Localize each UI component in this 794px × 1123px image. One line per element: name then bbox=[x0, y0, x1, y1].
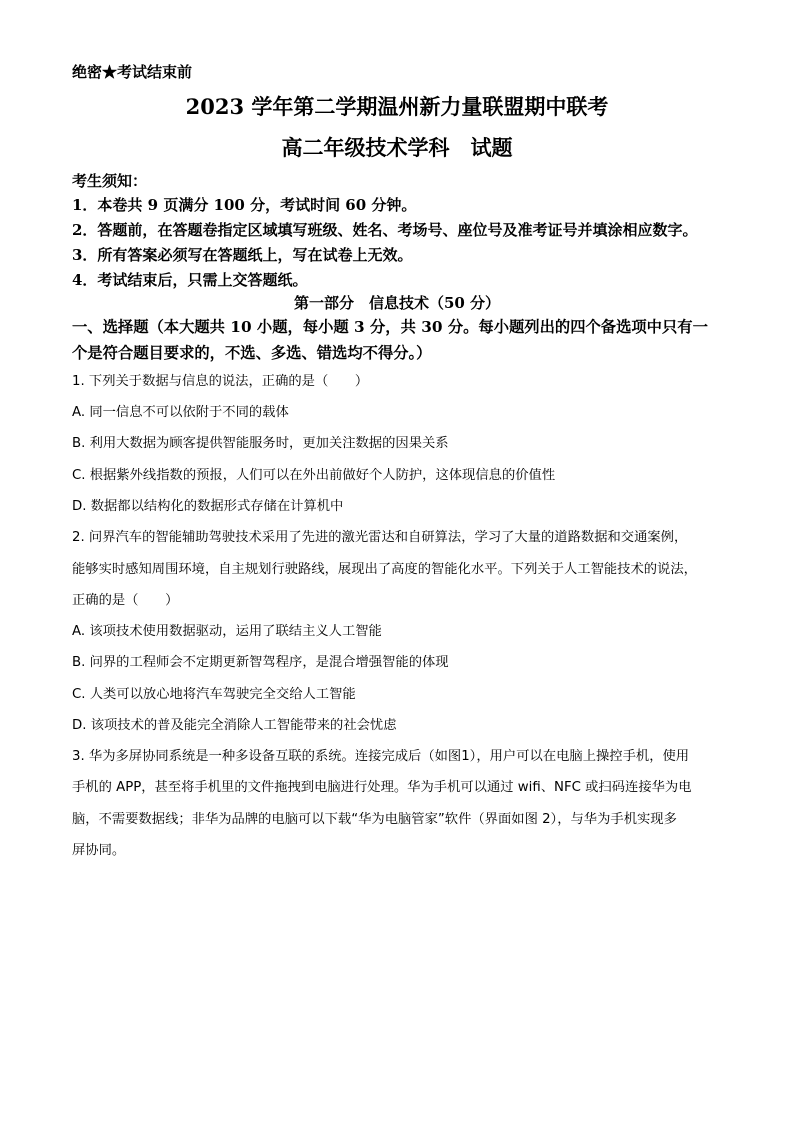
question-1-option-d: D. 数据都以结构化的数据形式存储在计算机中 bbox=[72, 499, 344, 514]
question-2-stem: 正确的是（ ） bbox=[72, 593, 179, 608]
confidential-label: 绝密★考试结束前 bbox=[72, 63, 193, 81]
question-3-stem: 3. 华为多屏协同系统是一种多设备互联的系统。连接完成后（如图1），用户可以在电脑上操控手机，使用 bbox=[72, 749, 690, 764]
notice-item: 4．考试结束后，只需上交答题纸。 bbox=[72, 271, 308, 289]
question-2-stem: 2. 问界汽车的智能辅助驾驶技术采用了先进的激光雷达和自研算法，学习了大量的道路数据和交通案例， bbox=[72, 530, 688, 545]
question-2-option-d: D. 该项技术的普及能完全消除人工智能带来的社会忧虑 bbox=[72, 718, 397, 733]
question-3-stem: 屏协同。 bbox=[72, 843, 126, 858]
question-2-option-c: C. 人类可以放心地将汽车驾驶完全交给人工智能 bbox=[72, 687, 356, 702]
part-title: 第一部分 信息技术（50 分） bbox=[293, 294, 501, 312]
question-3-stem: 手机的 APP，甚至将手机里的文件拖拽到电脑进行处理。华为手机可以通过 wifi、NFC 或扫码连接华为电 bbox=[72, 780, 692, 795]
question-1-stem: 1. 下列关于数据与信息的说法，正确的是（ ） bbox=[72, 374, 369, 389]
question-2-option-b: B. 问界的工程师会不定期更新智驾程序，是混合增强智能的体现 bbox=[72, 655, 449, 670]
section-heading: 一、选择题（本大题共 10 小题，每小题 3 分，共 30 分。每小题列出的四个备选项中只有一 bbox=[72, 318, 708, 336]
question-1-option-b: B. 利用大数据为顾客提供智能服务时，更加关注数据的因果关系 bbox=[72, 436, 449, 451]
exam-subtitle: 高二年级技术学科 试题 bbox=[281, 135, 513, 160]
notice-item: 2．答题前，在答题卷指定区域填写班级、姓名、考场号、座位号及准考证号并填涂相应数字。 bbox=[72, 221, 698, 239]
question-2-option-a: A. 该项技术使用数据驱动，运用了联结主义人工智能 bbox=[72, 624, 382, 639]
question-2-stem: 能够实时感知周围环境，自主规划行驶路线，展现出了高度的智能化水平。下列关于人工智能技术的说法， bbox=[72, 562, 697, 577]
section-heading-cont: 个是符合题目要求的，不选、多选、错选均不得分。） bbox=[72, 344, 432, 362]
notice-item: 1．本卷共 9 页满分 100 分，考试时间 60 分钟。 bbox=[72, 196, 417, 214]
question-3-stem: 脑，不需要数据线；非华为品牌的电脑可以下载“华为电脑管家”软件（界面如图 2），与华为手机实现多 bbox=[72, 812, 677, 827]
exam-title: 2023 学年第二学期温州新力量联盟期中联考 bbox=[185, 94, 609, 119]
notice-item: 3．所有答案必须写在答题纸上，写在试卷上无效。 bbox=[72, 246, 413, 264]
question-1-option-a: A. 同一信息不可以依附于不同的载体 bbox=[72, 405, 289, 420]
question-1-option-c: C. 根据紫外线指数的预报，人们可以在外出前做好个人防护，这体现信息的价值性 bbox=[72, 468, 556, 483]
notice-heading: 考生须知： bbox=[72, 172, 148, 190]
